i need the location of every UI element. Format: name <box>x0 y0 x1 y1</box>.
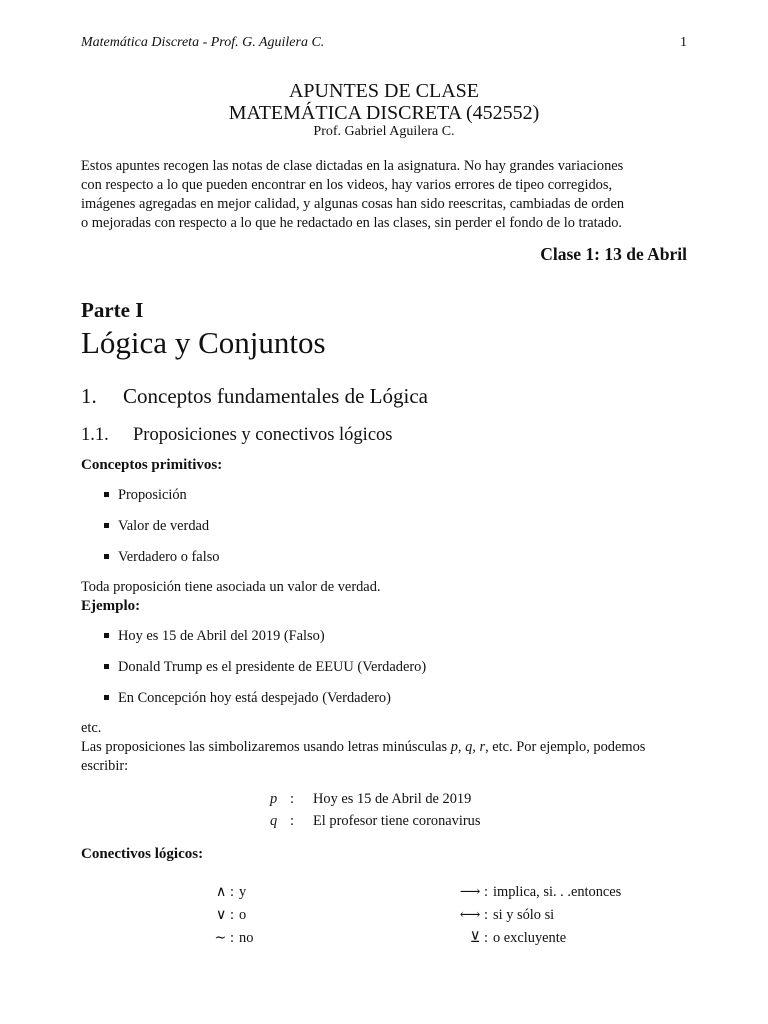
running-title: Matemática Discreta - Prof. G. Aguilera C. <box>81 35 325 50</box>
list-item: En Concepción hoy está despejado (Verdadero) <box>104 690 391 707</box>
simbolizar-text: Las proposiciones las simbolizaremos usando letras minúsculas p, q, r, etc. Por ejemplo, podemos <box>81 739 646 755</box>
bullet-icon <box>104 695 109 700</box>
math-vars: p, q, r <box>450 739 486 755</box>
section-number: 1. <box>81 384 97 408</box>
section-title: Conceptos fundamentales de Lógica <box>123 384 428 408</box>
prop-text: Hoy es 15 de Abril de 2019 <box>313 791 472 807</box>
connective-text: y <box>239 884 247 900</box>
document-title <box>0 80 768 124</box>
xor-symbol: ⊻ : <box>469 930 488 946</box>
title-line-1: APUNTES DE CLASE <box>288 80 479 102</box>
subsection-heading <box>81 425 392 446</box>
clase-heading: Clase 1: 13 de Abril <box>540 244 687 264</box>
etc-text: etc. <box>81 720 102 736</box>
page-number: 1 <box>680 35 687 50</box>
bullet-icon <box>104 492 109 497</box>
prop-sep: : <box>290 791 294 807</box>
part-label: Parte I <box>81 298 144 322</box>
subsection-number: 1.1. <box>81 425 109 445</box>
prop-sep: : <box>290 813 294 829</box>
conectivos-label: Conectivos lógicos: <box>81 846 204 862</box>
list-item: Hoy es 15 de Abril del 2019 (Falso) <box>104 628 325 645</box>
and-symbol: ∧ : <box>215 884 234 900</box>
abstract-line: o mejoradas con respecto a lo que he redactado en las clases, sin perder el fondo de lo tratado. <box>81 215 623 231</box>
abstract <box>81 157 687 233</box>
prop-var: p <box>270 791 278 807</box>
author: Prof. Gabriel Aguilera C. <box>313 124 455 139</box>
primitivos-label: Conceptos primitivos: <box>81 457 223 473</box>
list-item: Verdadero o falso <box>104 549 220 566</box>
running-header <box>81 35 687 51</box>
prop-var: q <box>270 813 278 829</box>
abstract-line: imágenes agregadas en mejor calidad, y algunas cosas han sido reescritas, cambiadas de orden <box>81 196 625 212</box>
toda-text: Toda proposición tiene asociada un valor de verdad. <box>81 579 381 595</box>
connective-text: no <box>239 930 254 946</box>
title-line-2: MATEMÁTICA DISCRETA (452552) <box>228 102 540 124</box>
connective-text: o <box>239 907 247 923</box>
abstract-line: Estos apuntes recogen las notas de clase dictadas en la asignatura. No hay grandes variaciones <box>81 158 624 174</box>
implies-symbol: ⟶ : <box>459 884 488 900</box>
list-item: Proposición <box>104 487 187 504</box>
bullet-icon <box>104 523 109 528</box>
connective-text: o excluyente <box>493 930 567 946</box>
section-heading <box>81 384 428 409</box>
prop-text: El profesor tiene coronavirus <box>313 813 481 829</box>
connective-text: si y sólo si <box>493 907 555 923</box>
bullet-icon <box>104 633 109 638</box>
subsection-title: Proposiciones y conectivos lógicos <box>133 425 393 445</box>
ejemplo-label: Ejemplo: <box>81 598 141 614</box>
bullet-icon <box>104 664 109 669</box>
list-item: Valor de verdad <box>104 518 209 535</box>
bullet-icon <box>104 554 109 559</box>
part-title: Lógica y Conjuntos <box>81 325 326 360</box>
abstract-line: con respecto a lo que pueden encontrar en los videos, hay varios errores de tipeo corregidos, <box>81 177 613 193</box>
simbolizar-text-2: escribir: <box>81 758 129 774</box>
or-symbol: ∨ : <box>215 907 234 923</box>
connective-text: implica, si. . .entonces <box>493 884 622 900</box>
iff-symbol: ⟷ : <box>459 907 488 923</box>
list-item: Donald Trump es el presidente de EEUU (Verdadero) <box>104 659 426 676</box>
not-symbol: ∼ : <box>214 930 234 946</box>
